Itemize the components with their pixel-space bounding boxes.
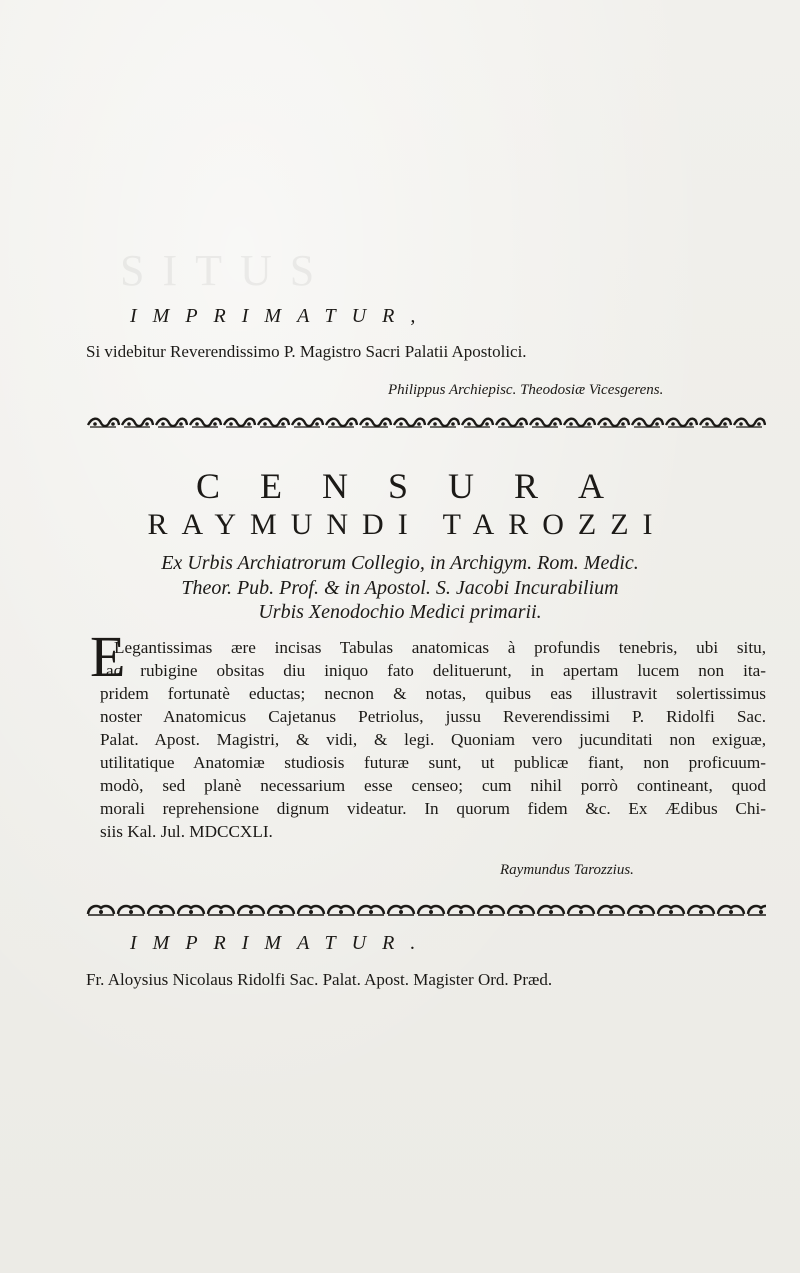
body-line-1: Legantissimas ære incisas Tabulas anatomicas à profundis tenebris, ubi situ, (114, 638, 766, 657)
imprimatur-2-text: Fr. Aloysius Nicolaus Ridolfi Sac. Palat. Apost. Magister Ord. Præd. (86, 970, 553, 989)
body-line-4: noster Anatomicus Cajetanus Petriolus, jussu Reverendissimi P. Ridolfi Sac. (100, 707, 766, 726)
ornament-rule-bottom (86, 902, 766, 918)
imprimatur-text: Si videbitur Reverendissimo P. Magistro Sacri Palatii Apostolici. (86, 342, 527, 361)
body-line-6: utilitatique Anatomiæ studiosis futuræ sunt, ut publicæ fiant, non proficuum- (100, 753, 766, 772)
drop-cap: E (90, 624, 126, 689)
body-line-8: morali reprehensione dignum videatur. In quorum fidem &c. Ex Ædibus Chi- (100, 799, 766, 818)
imprimatur-heading: IMPRIMATUR, (130, 305, 432, 327)
imprimatur-signature: Philippus Archiepisc. Theodosiæ Vicesgerens. (388, 382, 664, 398)
censura-title: CENSURA (195, 466, 645, 506)
body-line-5: Palat. Apost. Magistri, & vidi, & legi. Quoniam vero jucunditati non exiguæ, (100, 730, 766, 749)
body-line-9: siis Kal. Jul. MDCCXLI. (100, 822, 273, 841)
body-line-7: modò, sed planè necessarium esse censeo; cum nihil porrò contineant, quod (100, 776, 766, 795)
body-line-2: ac rubigine obsitas diu iniquo fato delituerunt, in apertam lucem non ita- (106, 661, 766, 680)
censura-subtitle-line-1: Ex Urbis Archiatrorum Collegio, in Archigym. Rom. Medic. (161, 552, 639, 574)
imprimatur-2-heading: IMPRIMATUR. (130, 932, 432, 954)
censura-name: RAYMUNDI TAROZZI (147, 508, 667, 541)
ornament-rule-top (86, 415, 766, 431)
show-through-text: SITUS (120, 246, 333, 295)
censura-subtitle-line-3: Urbis Xenodochio Medici primarii. (258, 601, 542, 623)
censura-signature: Raymundus Tarozzius. (500, 862, 634, 878)
censura-subtitle-line-2: Theor. Pub. Prof. & in Apostol. S. Jacobi Incurabilium (181, 577, 619, 599)
body-line-3: pridem fortunatè eductas; necnon & notas, quibus eas illustravit solertissimus (100, 684, 766, 703)
